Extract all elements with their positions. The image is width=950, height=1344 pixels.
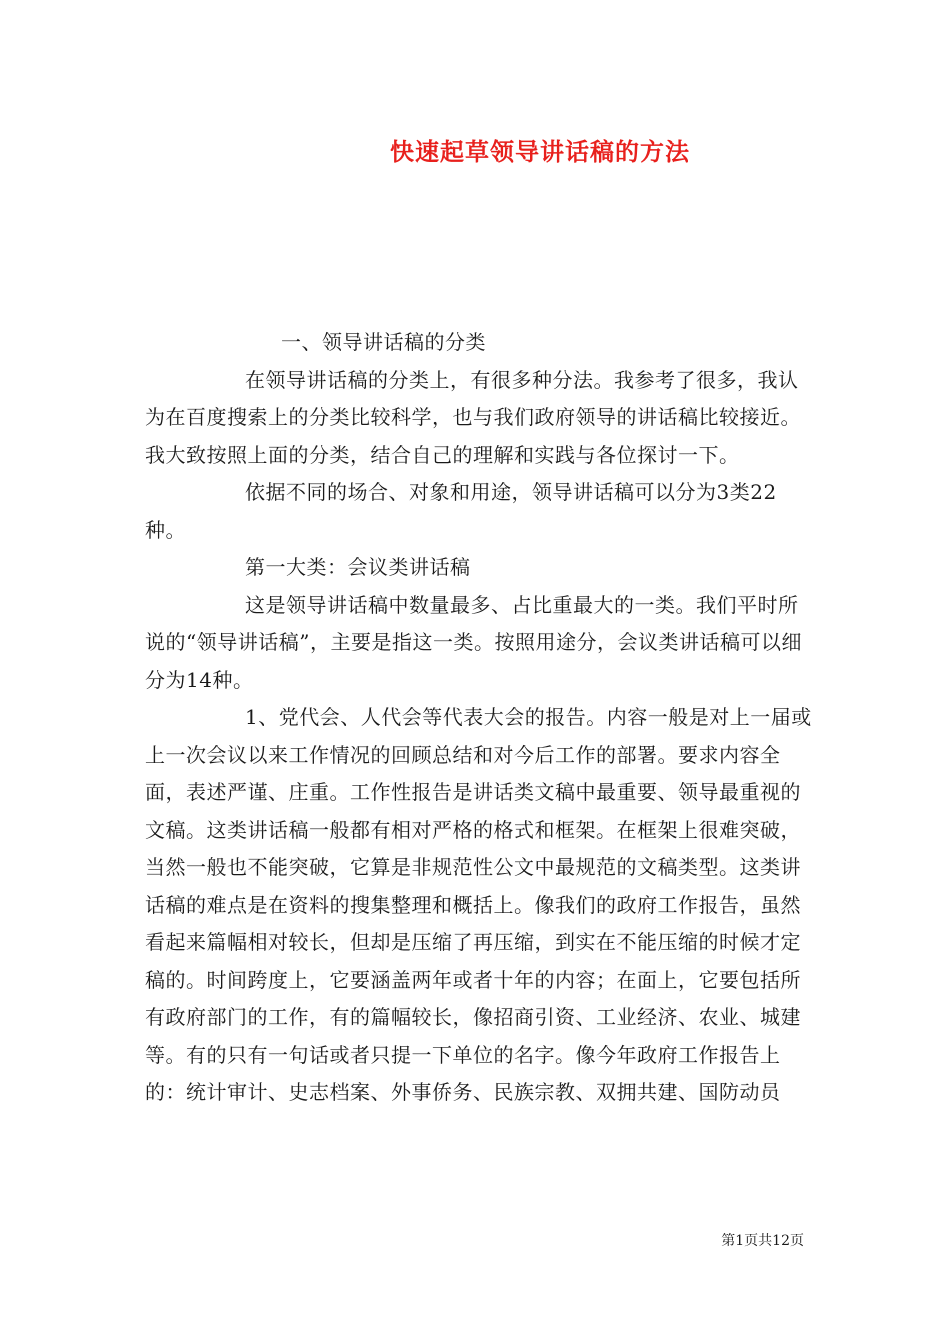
paragraph: 这是领导讲话稿中数量最多、占比重最大的一类。我们平时所说的“领导讲话稿”，主要是指这一类。按照用途分，会议类讲话稿可以细分为14种。 [145, 592, 802, 692]
document-body [145, 324, 813, 1112]
paragraph: 依据不同的场合、对象和用途，领导讲话稿可以分为3类22种。 [145, 480, 777, 542]
page-number-footer: 第1页共12页 [721, 1233, 804, 1249]
document-title: 快速起草领导讲话稿的方法 [390, 137, 690, 166]
paragraph: 在领导讲话稿的分类上，有很多种分法。我参考了很多，我认为在百度搜索上的分类比较科学，也与我们政府领导的讲话稿比较接近。我大致按照上面的分类，结合自己的理解和实践与各位探讨一下。 [145, 367, 801, 467]
section-heading: 一、领导讲话稿的分类 [281, 330, 486, 354]
subsection-heading: 第一大类：会议类讲话稿 [245, 555, 471, 579]
paragraph: 1、党代会、人代会等代表大会的报告。内容一般是对上一届或上一次会议以来工作情况的回顾总结和对今后工作的部署。要求内容全面，表述严谨、庄重。工作性报告是讲话类文稿中最重要、领导最重视的文稿。这类讲话稿一般都有相对严格的格式和框架。在框架上很难突破，当然一般也不能突破，它算是非规范性公文中最规范的文稿类型。这类讲话稿的难点是在资料的搜集整理和概括上。像我们的政府工作报告，虽然看起来篇幅相对较长，但却是压缩了再压缩，到实在不能压缩的时候才定稿的。时间跨度上，它要涵盖两年或者十年的内容；在面上，它要包括所有政府部门的工作，有的篇幅较长，像招商引资、工业经济、农业、城建等。有的只有一句话或者只提一下单位的名字。像今年政府工作报告上的：统计审计、史志档案、外事侨务、民族宗教、双拥共建、国防动员 [145, 705, 812, 1104]
